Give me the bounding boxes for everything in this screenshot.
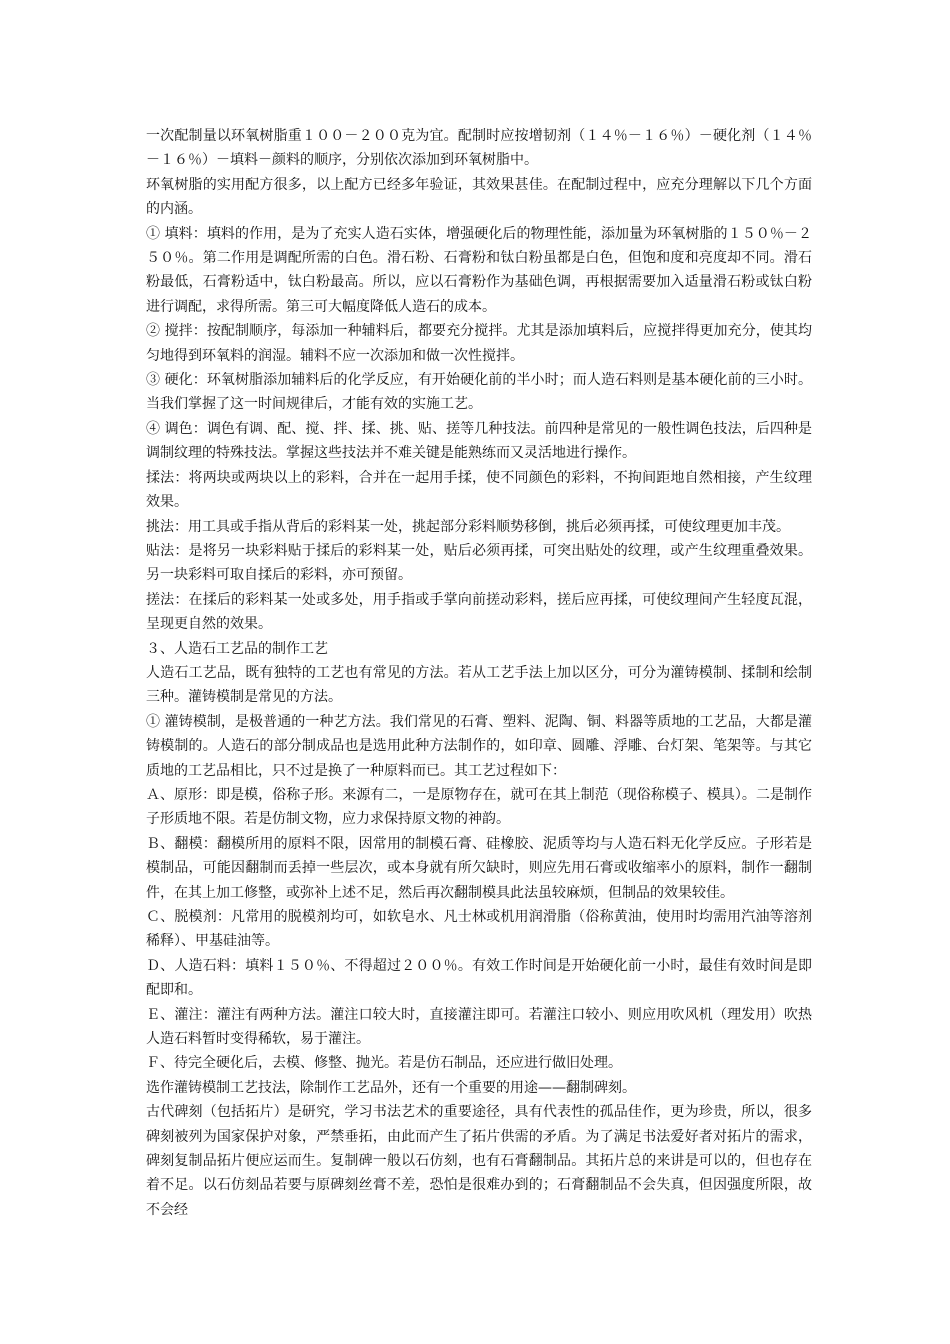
paragraph-step-b: Ｂ、翻模：翻模所用的原料不限，因常用的制模石膏、硅橡胶、泥质等均与人造石料无化学反应。子形若是模制品，可能因翻制而丢掉一些层次，或本身就有所欠缺时，则应先用石膏或收缩率小的原料，制作一翻制件，在其上加工修整，或弥补上述不足，然后再次翻制模具此法虽较麻烦，但制品的效果较佳。 — [146, 835, 812, 901]
paragraph-ancient-stele: 古代碑刻（包括拓片）是研究，学习书法艺术的重要途径，具有代表性的孤品佳作，更为珍贵，所以，很多碑刻被列为国家保护对象，严禁垂拓，由此而产生了拓片供需的矛盾。为了满足书法爱好者对拓片的需求，碑刻复制品拓片便应运而生。复制碑一般以石仿刻，也有石膏翻制品。其拓片总的来讲是可以的，但也存在着不足。以石仿刻品若要与原碑刻丝膏不差，恐怕是很难办到的；石膏翻制品不会失真，但因强度所限，故不会经 — [146, 1104, 812, 1218]
paragraph-step-e: Ｅ、灌注：灌注有两种方法。灌注口较大时，直接灌注即可。若灌注口较小、则应用吹风机（理发用）吹热人造石料暂时变得稀软，易于灌注。 — [146, 1006, 812, 1048]
paragraph-picking: 挑法：用工具或手指从背后的彩料某一处，挑起部分彩料顺势移倒，挑后必须再揉，可使纹理更加丰茂。 — [146, 518, 790, 535]
paragraph-stele-use: 选作灌铸模制工艺技法，除制作工艺品外，还有一个重要的用途——翻制碑刻。 — [146, 1079, 636, 1096]
paragraph-casting: ① 灌铸模制，是极普通的一种艺方法。我们常见的石膏、塑料、泥陶、铜、料器等质地的工艺品，大都是灌铸模制的。人造石的部分制成品也是选用此种方法制作的，如印章、圆雕、浮雕、台灯架、笔架等。与其它质地的工艺品相比，只不过是换了一种原料而已。其工艺过程如下： — [146, 713, 812, 779]
document-body — [146, 124, 812, 1222]
paragraph-filler: ① 填料：填料的作用，是为了充实人造石实体，增强硬化后的物理性能，添加量为环氧树脂的１５０％－２５０％。第二作用是调配所需的白色。滑石粉、石膏粉和钛白粉虽都是白色，但饱和度和亮度却不同。滑石粉最低，石膏粉适中，钛白粉最高。所以，应以石膏粉作为基础色调，再根据需要加入适量滑石粉或钛白粉进行调配，求得所需。第三可大幅度降低人造石的成本。 — [146, 225, 812, 315]
paragraph-coloring: ④ 调色：调色有调、配、搅、拌、揉、挑、贴、搓等几种技法。前四种是常见的一般性调色技法，后四种是调制纹理的特殊技法。掌握这些技法并不难关键是能熟练而又灵活地进行操作。 — [146, 420, 812, 462]
paragraph-kneading: 揉法：将两块或两块以上的彩料，合并在一起用手揉，使不同颜色的彩料，不拘间距地自然相接，产生纹理效果。 — [146, 469, 812, 511]
paragraph-rubbing: 搓法：在揉后的彩料某一处或多处，用手指或手掌向前搓动彩料，搓后应再揉，可使纹理间产生轻度瓦混，呈现更自然的效果。 — [146, 591, 812, 633]
section-heading-3: ３、人造石工艺品的制作工艺 — [146, 640, 328, 657]
paragraph-batch-size: 一次配制量以环氧树脂重１００－２００克为宜。配制时应按增韧剂（１４％－１６％）－硬化剂（１４％－１６％）－填料－颜料的顺序，分别依次添加到环氧树脂中。 — [146, 128, 812, 169]
paragraph-pasting: 贴法：是将另一块彩料贴于揉后的彩料某一处，贴后必须再揉，可突出贴处的纹理，或产生纹理重叠效果。另一块彩料可取自揉后的彩料，亦可预留。 — [146, 542, 812, 584]
paragraph-formula-intro: 环氧树脂的实用配方很多，以上配方已经多年验证，其效果甚佳。在配制过程中，应充分理解以下几个方面的内涵。 — [146, 176, 812, 218]
paragraph-step-a: Ａ、原形：即是模，俗称子形。来源有二，一是原物存在，就可在其上制范（现俗称模子、模具）。二是制作子形质地不限。若是仿制文物，应力求保持原文物的神韵。 — [146, 786, 812, 828]
paragraph-step-d: Ｄ、人造石料：填料１５０％、不得超过２００％。有效工作时间是开始硬化前一小时，最佳有效时间是即配即和。 — [146, 957, 812, 999]
paragraph-hardening: ③ 硬化：环氧树脂添加辅料后的化学反应，有开始硬化前的半小时；而人造石料则是基本硬化前的三小时。当我们掌握了这一时间规律后，才能有效的实施工艺。 — [146, 372, 812, 413]
paragraph-step-f: Ｆ、待完全硬化后，去模、修整、抛光。若是仿石制品，还应进行做旧处理。 — [146, 1055, 622, 1072]
paragraph-stirring: ② 搅拌：按配制顺序，每添加一种辅料后，都要充分搅拌。尤其是添加填料后，应搅拌得更加充分，使其均匀地得到环氧料的润湿。辅料不应一次添加和做一次性搅拌。 — [146, 323, 812, 364]
paragraph-craft-intro: 人造石工艺品，既有独特的工艺也有常见的方法。若从工艺手法上加以区分，可分为灌铸模制、揉制和绘制三种。灌铸模制是常见的方法。 — [146, 664, 812, 706]
paragraph-step-c: Ｃ、脱模剂：凡常用的脱模剂均可，如软皂水、凡士林或机用润滑脂（俗称黄油，使用时均需用汽油等溶剂稀释）、甲基硅油等。 — [146, 909, 812, 950]
